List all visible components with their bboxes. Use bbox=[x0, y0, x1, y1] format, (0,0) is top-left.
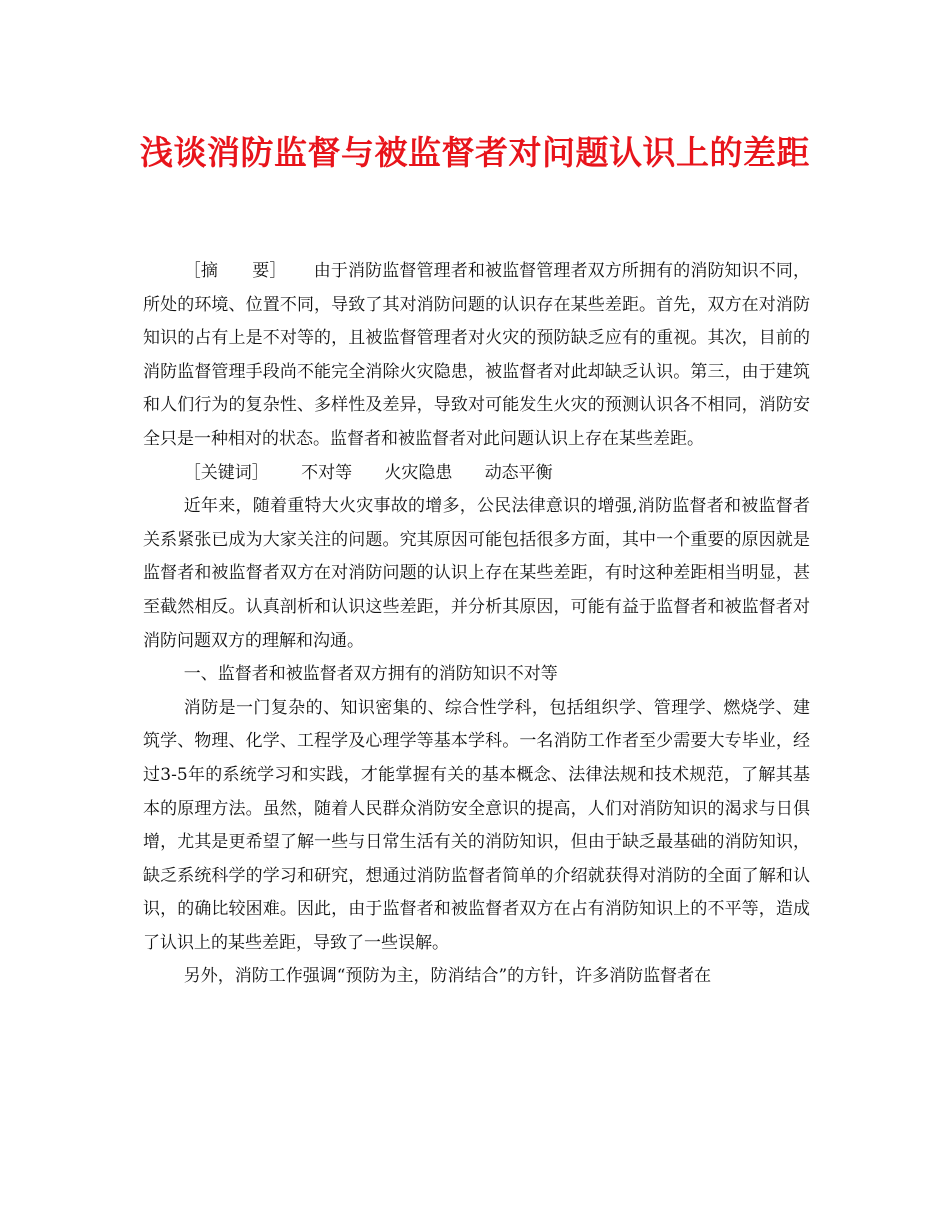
keywords-label: ［关键词］ bbox=[183, 462, 269, 483]
abstract-paragraph bbox=[143, 255, 810, 457]
body-paragraph: 另外，消防工作强调“预防为主，防消结合”的方针，许多消防监督者在 bbox=[183, 966, 712, 987]
document-body bbox=[143, 255, 810, 994]
body-paragraph: 近年来，随着重特大火灾事故的增多，公民法律意识的增强,消防监督者和被监督者关系紧张已成为大家关注的问题。究其原因可能包括很多方面，其中一个重要的原因就是监督者和被监督者双方在对消防问题的认识上存在某些差距，有时这种差距相当明显，甚至截然相反。认真剖析和认识这些差距，并分析其原因，可能有益于监督者和被监督者对消防问题双方的理解和沟通。 bbox=[143, 496, 810, 651]
body-paragraph: 消防是一门复杂的、知识密集的、综合性学科，包括组织学、管理学、燃烧学、建筑学、物理、化学、工程学及心理学等基本学科。一名消防工作者至少需要大专毕业，经过3-5年的系统学习和实践，才能掌握有关的基本概念、法律法规和技术规范，了解其基本的原理方法。虽然，随着人民群众消防安全意识的提高，人们对消防知识的渴求与日俱增，尤其是更希望了解一些与日常生活有关的消防知识，但由于缺乏最基础的消防知识，缺乏系统科学的学习和研究，想通过消防监督者简单的介绍就获得对消防的全面了解和认识，的确比较困难。因此，由于监督者和被监督者双方在占有消防知识上的不平等，造成了认识上的某些差距，导致了一些误解。 bbox=[143, 697, 810, 953]
keywords-paragraph bbox=[143, 457, 810, 491]
keyword-item: 动态平衡 bbox=[484, 462, 553, 483]
keyword-item: 不对等 bbox=[301, 462, 353, 483]
abstract-label: ［摘 要］ bbox=[183, 261, 287, 281]
document-title: 浅谈消防监督与被监督者对问题认识上的差距 bbox=[140, 133, 810, 172]
section-heading: 一、监督者和被监督者双方拥有的消防知识不对等 bbox=[183, 664, 558, 685]
keyword-item: 火灾隐患 bbox=[384, 462, 453, 483]
abstract-text: 由于消防监督管理者和被监督管理者双方所拥有的消防知识不同，所处的环境、位置不同，导致了其对消防问题的认识存在某些差距。首先，双方在对消防知识的占有上是不对等的，且被监督管理者对火灾的预防缺乏应有的重视。其次，目前的消防监督管理手段尚不能完全消除火灾隐患，被监督者对此却缺乏认识。第三，由于建筑和人们行为的复杂性、多样性及差异，导致对可能发生火灾的预测认识各不相同，消防安全只是一种相对的状态。监督者和被监督者对此问题认识上存在某些差距。 bbox=[143, 261, 811, 449]
